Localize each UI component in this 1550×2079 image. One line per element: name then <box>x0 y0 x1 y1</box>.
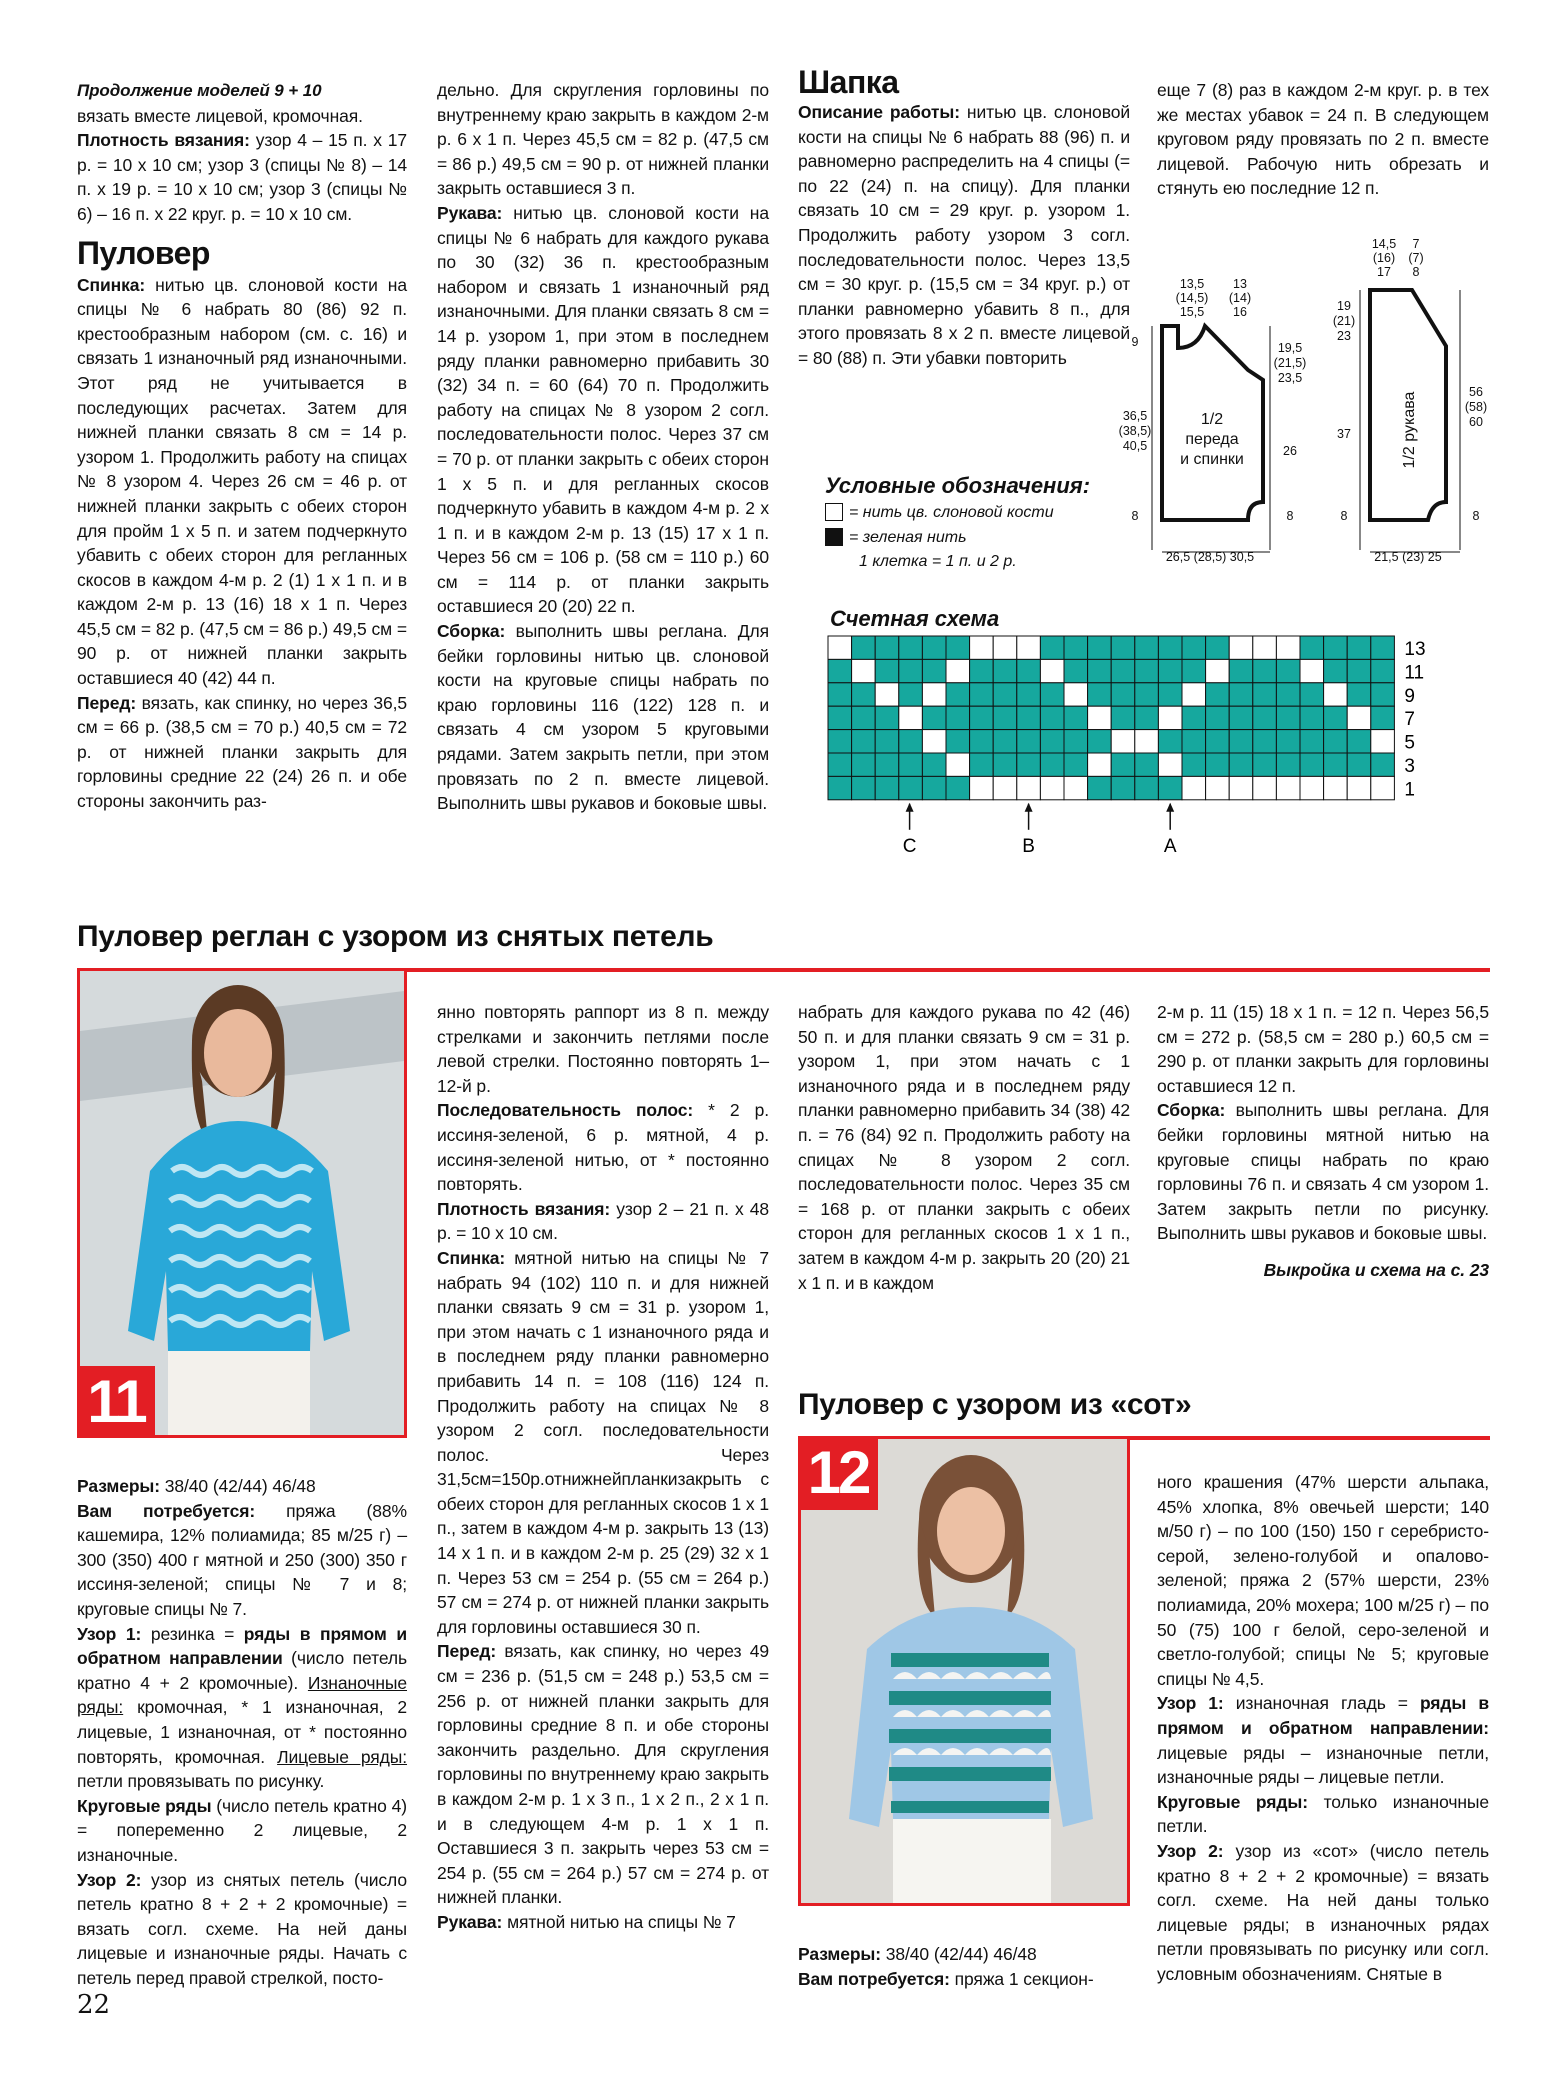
dim-sl-top1: 14,5 <box>1371 237 1397 251</box>
chart-cell <box>875 706 899 729</box>
chart-cell <box>1111 683 1135 706</box>
density-label: Плотность вязания: <box>77 130 250 151</box>
col2-p1: дельно. Для скругления горловины по внутреннему краю закрыть в каждом 2-м р. 6 х 1 п. Через 45,5 см = 82 р. (47,5 см = 86 р.) 49,5 см = 90 р. от нижней планки закрыть оставшиеся 3 п. <box>437 80 769 199</box>
dim-sl-top2: 7 <box>1412 237 1420 251</box>
chart-cell <box>852 730 876 753</box>
chart-cell <box>1371 706 1395 729</box>
chart-cell <box>1276 659 1300 682</box>
chart-cell <box>970 659 994 682</box>
chart-cell <box>922 776 946 799</box>
pattern-schematic <box>1110 230 1510 570</box>
chart-cell <box>1300 776 1324 799</box>
chart-cell <box>1017 659 1041 682</box>
chart-cell <box>1158 753 1182 776</box>
model12-number-badge: 12 <box>798 1436 878 1510</box>
m12-materials-cont: ного крашения (47% шерсти альпака, 45% хлопка, 8% овечьей шерсти; 140 м/50 г) – по 100 (150) 150 г серебристо-серой, зелено-голубой и опалово-зеленой; пряжа 2 (57% шерсти, 23% полиамида, 20% мохера; 100 м/25 г) – по 50 (75) 100 г белой, серо-зеленой и светло-голубой; спицы № 5; круговые спицы № 4,5. <box>1157 1472 1489 1689</box>
chart-cell <box>1371 636 1395 659</box>
chart-cell <box>1371 659 1395 682</box>
chart-cell <box>1064 706 1088 729</box>
chart-cell <box>1347 730 1371 753</box>
chart-cell <box>1371 776 1395 799</box>
chart-cell <box>946 706 970 729</box>
chart-cell <box>1135 753 1159 776</box>
sizes-label: Размеры: <box>77 1476 160 1496</box>
chart-cell <box>875 776 899 799</box>
row-label: 11 <box>1404 662 1425 684</box>
chart-cell <box>1017 753 1041 776</box>
chart-cell <box>1347 683 1371 706</box>
chart-cell <box>970 776 994 799</box>
chart-cell <box>946 636 970 659</box>
m11-front-label: Перед: <box>437 1641 497 1662</box>
hat-cont-text: еще 7 (8) раз в каждом 2-м круг. р. в тех же местах убавок = 24 п. В следующем круговом ряду провязать по 2 п. вместе лицевой. Рабочую нить обрезать и стянуть ею последние 12 п. <box>1157 80 1489 199</box>
dim-top2b: (14) <box>1228 291 1252 305</box>
chart-cell <box>899 730 923 753</box>
chart-cell <box>899 776 923 799</box>
chart-cell <box>1111 659 1135 682</box>
chart-cell <box>922 636 946 659</box>
chart-cell <box>1347 753 1371 776</box>
chart-cell <box>1324 706 1348 729</box>
chart-cell <box>993 730 1017 753</box>
sleeves-text: нитью цв. слоновой кости на спицы № 6 набрать для каждого рукава по 30 (32) 36 п. крестообразным набором и связать 1 изнаночный ряд изнаночными. Для планки связать 8 см = 14 р. узором 1, при этом в последнем ряду планки равномерно прибавить 30 (32) 34 п. = 60 (64) 70 п. Продолжить работу на спицах № 8 узором 2 согл. последовательности полос. Через 37 см = 70 р. от планки закрыть с обеих сторон 1 х 5 п. и для регланных скосов подчеркнуто убавить в каждом 4-м р. 2 х 1 п. и в каждом 2-м р. 13 (15) 17 х 1 п. Через 56 см = 106 р. (58 см = 110 р.) 60 см = 114 р. от планки закрыть оставшиеся 20 (20) 22 п. <box>437 202 770 617</box>
chart-cell <box>1088 659 1112 682</box>
chart-cell <box>1064 776 1088 799</box>
m11-sleeve-label: Рукава: <box>437 1911 503 1932</box>
chart-cell <box>1158 683 1182 706</box>
dim-sl-right1: 56 <box>1469 385 1483 399</box>
chart-cell <box>1088 636 1112 659</box>
chart-cell <box>1182 659 1206 682</box>
col1-top <box>77 78 407 814</box>
dim-sl-left1: 19 <box>1337 299 1351 313</box>
dim-left36: 36,5 <box>1122 409 1148 423</box>
chart-cell <box>1276 776 1300 799</box>
chart-cell <box>899 659 923 682</box>
back-label: Спинка: <box>77 274 146 295</box>
chart-cell <box>1276 683 1300 706</box>
chart-cell <box>1158 776 1182 799</box>
front-text: вязать, как спинку, но через 36,5 см = 66 р. (38,5 см = 70 р.) 40,5 см = 72 р. от нижней планки закрыть для горловины средние 22 (24) 26 п. и обе стороны закончить раз- <box>77 692 407 812</box>
dim-top1b: (14,5) <box>1175 291 1209 305</box>
chart-cell <box>1253 706 1277 729</box>
chart-cell <box>1088 706 1112 729</box>
chart-cell <box>1111 753 1135 776</box>
model12-col1: Размеры: 38/40 (42/44) 46/48 Вам потребуется: пряжа 1 секцион- <box>798 1944 1094 1989</box>
dim-side8: 8 <box>1286 509 1294 523</box>
chart-cell <box>1088 776 1112 799</box>
m12-materials-label: Вам потребуется: <box>798 1968 950 1989</box>
chart-cell <box>828 706 852 729</box>
m11-assembly-label: Сборка: <box>1157 1100 1226 1121</box>
legend-item-ivory: = нить цв. слоновой кости <box>825 503 1115 522</box>
body-label-3: и спинки <box>1180 451 1244 468</box>
chart-cell <box>1276 706 1300 729</box>
chart-cell <box>1347 706 1371 729</box>
chart-cell <box>1300 706 1324 729</box>
chart-cell <box>1300 659 1324 682</box>
chart-cell <box>1017 730 1041 753</box>
chart-cell <box>1253 636 1277 659</box>
circular-rows-label: Круговые ряды <box>77 1795 212 1816</box>
chart-cell <box>1206 706 1230 729</box>
row-label: 3 <box>1404 756 1415 777</box>
dim-top2: 13 <box>1233 277 1247 291</box>
chart-cell <box>852 753 876 776</box>
chart-cell <box>875 683 899 706</box>
chart-cell <box>875 659 899 682</box>
chart-cell <box>1040 730 1064 753</box>
chart-cell <box>852 636 876 659</box>
assembly-text: выполнить швы реглана. Для бейки горловины нитью цв. слоновой кости на круговые спицы набрать по краю горловины 116 (122) 128 п. и связать 4 см узором 5 круговыми рядами. Затем закрыть петли, при этом провязать по 2 п. вместе лицевой. Выполнить швы рукавов и боковые швы. <box>437 621 769 814</box>
chart-cell <box>1158 636 1182 659</box>
dim-sl-top2c: 8 <box>1412 265 1420 279</box>
chart-cell <box>1064 636 1088 659</box>
pattern2-label: Узор 2: <box>77 1869 142 1890</box>
chart-cell <box>1324 730 1348 753</box>
dim-sl-top1c: 17 <box>1377 265 1391 279</box>
model12-title: Пуловер с узором из «сот» <box>798 1388 1192 1421</box>
chart-cell <box>899 683 923 706</box>
dim-sl-top2b: (7) <box>1408 251 1424 265</box>
chart-cell <box>1324 636 1348 659</box>
chart-cell <box>1229 776 1253 799</box>
dim-top1c: 15,5 <box>1179 305 1205 319</box>
chart-cell <box>1040 683 1064 706</box>
chart-cell <box>1040 753 1064 776</box>
chart-cell <box>1158 659 1182 682</box>
pattern-reference: Выкройка и схема на с. 23 <box>1263 1259 1489 1280</box>
chart-cell <box>993 706 1017 729</box>
hat-continued <box>1157 78 1489 201</box>
sleeve-label: 1/2 рукава <box>1401 391 1418 469</box>
chart-cell <box>1135 706 1159 729</box>
model11-title: Пуловер реглан с узором из снятых петель <box>77 920 714 953</box>
chart-cell <box>1229 683 1253 706</box>
chart-cell <box>1253 753 1277 776</box>
chart-cell <box>1371 753 1395 776</box>
legend-item-green: = зеленая нить <box>825 528 1115 547</box>
model11-col1: Размеры: 38/40 (42/44) 46/48 Вам потребуется: пряжа (88% кашемира, 12% полиамида; 85 м/25 г) – 300 (350) 400 г мятной и 250 (300) 350 г иссиня-зеленой; спицы № 7 и 8; круговые спицы № 7. Узор 1: резинка = ряды в прямом и обратном направлении (число петель кратно 4 + 2 кромочные). Изнаночные ряды: кромочная, * 1 изнаночная, 2 лицевые, 1 изнаночная, от * постоянно повторять, кромочная. Лицевые ряды: петли провязывать по рисунку. Круговые ряды (число петель кратно 4) = попеременно 2 лицевые, 2 изнаночные. Узор 2: узор из снятых петель (число петель кратно 8 + 2 + 2 кромочные) = вязать согл. схеме. На ней даны лицевые и изнаночные ряды. Начать с петель перед правой стрелкой, посто- <box>77 1476 408 1988</box>
chart-cell <box>993 683 1017 706</box>
chart-cell <box>1040 706 1064 729</box>
hat-column <box>798 64 1130 371</box>
chart-cell <box>828 753 852 776</box>
chart-cell <box>1064 683 1088 706</box>
dim-left36b: (38,5) <box>1118 424 1152 438</box>
white-square-icon <box>825 503 843 521</box>
chart-cell <box>1253 659 1277 682</box>
chart-cell <box>1229 636 1253 659</box>
arrow-label: B <box>1022 835 1035 857</box>
dim-top1: 13,5 <box>1179 277 1205 291</box>
chart-cell <box>970 730 994 753</box>
chart-cell <box>1229 659 1253 682</box>
chart-cell <box>946 730 970 753</box>
model11-col3 <box>798 1000 1130 1295</box>
hat-title: Шапка <box>798 64 899 100</box>
chart-cell <box>1324 683 1348 706</box>
chart-cell <box>970 706 994 729</box>
m12-sizes-value: 38/40 (42/44) 46/48 <box>885 1944 1037 1964</box>
sleeves-label: Рукава: <box>437 202 503 223</box>
row-label: 5 <box>1404 732 1415 754</box>
chart-cell <box>1017 636 1041 659</box>
chart-cell <box>946 659 970 682</box>
chart-cell <box>1253 776 1277 799</box>
dim-left36c: 40,5 <box>1122 439 1148 453</box>
m12-pattern2-label: Узор 2: <box>1157 1840 1224 1861</box>
dim-arm2: (21,5) <box>1273 356 1307 370</box>
chart-grid <box>828 634 1426 860</box>
chart-cell <box>1135 683 1159 706</box>
row-label: 13 <box>1404 639 1426 660</box>
m12-circular-label: Круговые ряды: <box>1157 1791 1308 1812</box>
row-label: 7 <box>1404 709 1415 731</box>
chart-title: Счетная схема <box>830 606 1000 631</box>
chart-cell <box>1324 753 1348 776</box>
dim-left9: 9 <box>1131 335 1139 349</box>
chart-cell <box>1253 683 1277 706</box>
back-text: нитью цв. слоновой кости на спицы № 6 набрать 80 (86) 92 п. крестообразным набором (см. с. 16) и связать 1 изнаночный ряд изнаночными. Этот ряд не учитывается в последующих расчетах. Затем для нижней планки связать 8 см = 14 р. узором 1. Продолжить работу на спицах № 8 узором 4. Через 26 см = 46 р. от нижней планки закрыть с обеих сторон для пройм 1 х 5 п. и затем подчеркнуто убавить с обеих сторон для регланных скосов в каждом 4-м р. 2 (1) 1 х 1 п. и в каждом 2-м р. 13 (16) 18 х 1 п. Через 45,5 см = 82 р. (47,5 см = 86 р.) 49,5 см = 90 р. от нижней планки закрыть оставшиеся 40 (42) 44 п. <box>77 274 407 689</box>
chart-cell <box>1111 776 1135 799</box>
sizes-value: 38/40 (42/44) 46/48 <box>164 1476 316 1496</box>
chart-cell <box>1182 753 1206 776</box>
chart-cell <box>1324 776 1348 799</box>
front-label: Перед: <box>77 692 137 713</box>
chart-cell <box>852 776 876 799</box>
pullover-title: Пуловер <box>77 234 210 271</box>
chart-cell <box>1017 706 1041 729</box>
chart-cell <box>1040 776 1064 799</box>
dim-sl-left2: (21) <box>1332 314 1356 328</box>
dim-bottom-sleeve: 21,5 (23) 25 <box>1374 550 1442 564</box>
dim-top2c: 16 <box>1233 305 1247 319</box>
chart-cell <box>970 753 994 776</box>
chart-cell <box>1347 636 1371 659</box>
model11-number-badge: 11 <box>77 1366 155 1438</box>
chart-cell <box>828 636 852 659</box>
chart-cell <box>1206 659 1230 682</box>
chart-cell <box>1371 730 1395 753</box>
chart-cell <box>1300 753 1324 776</box>
chart-cell <box>1064 730 1088 753</box>
chart-cell <box>922 730 946 753</box>
model11-col4: 2-м р. 11 (15) 18 х 1 п. = 12 п. Через 56,5 см = 272 р. (58,5 см = 280 р.) 60,5 см = 290 р. от планки закрыть для горловины оставшиеся 12 п. Сборка: выполнить швы реглана. Для бейки горловины мятной нитью на круговые спицы набрать по краю горловины 76 п. и связать 4 см узором 1. Затем закрыть петли по рисунку. Выполнить швы рукавов и боковые швы. Выкройка и схема на с. 23 <box>1157 1002 1489 1280</box>
chart-cell <box>993 659 1017 682</box>
density-text: узор 4 – 15 п. х 17 р. = 10 х 10 см; узор 3 (спицы № 8) – 14 п. х 19 р. = 10 х 10 см; узор 3 (спицы № 6) – 16 п. х 22 круг. р. = 10 х 10 см. <box>77 130 408 224</box>
chart-cell <box>1206 683 1230 706</box>
chart-cell <box>852 683 876 706</box>
chart-cell <box>1182 636 1206 659</box>
chart-cell <box>1111 636 1135 659</box>
row-label: 1 <box>1404 779 1415 801</box>
m11-back-label: Спинка: <box>437 1247 506 1268</box>
chart-cell <box>1135 659 1159 682</box>
chart-cell <box>828 730 852 753</box>
chart-cell <box>1135 636 1159 659</box>
dim-sl-left3: 23 <box>1337 329 1351 343</box>
continuation-header: Продолжение моделей 9 + 10 <box>77 81 322 100</box>
chart-cell <box>1300 636 1324 659</box>
chart-cell <box>1135 730 1159 753</box>
chart-cell <box>993 776 1017 799</box>
chart-cell <box>1206 730 1230 753</box>
chart-cell <box>1182 730 1206 753</box>
chart-cell <box>1088 753 1112 776</box>
chart-cell <box>1017 683 1041 706</box>
body-label-1: 1/2 <box>1200 411 1224 428</box>
chart-cell <box>1017 776 1041 799</box>
chart-cell <box>1064 659 1088 682</box>
model11-c3-text: набрать для каждого рукава по 42 (46) 50 п. и для планки связать 9 см = 31 р. узором 1, при этом начать с 1 изнаночного ряда и в последнем ряду планки равномерно прибавить 34 (38) 42 п. = 76 (84) 92 п. Продолжить работу на спицах № 8 узором 2 согл. последовательности полос. Через 35 см = 168 р. от планки закрыть с обеих сторон для регланных скосов 1 х 1 п., затем в каждом 4-м р. закрыть 20 (20) 21 х 1 п. и в каждом <box>798 1002 1130 1293</box>
chart-cell <box>970 683 994 706</box>
chart-cell <box>828 683 852 706</box>
pattern1-label: Узор 1: <box>77 1623 142 1644</box>
page-number: 22 <box>77 1990 111 2020</box>
chart-cell <box>875 753 899 776</box>
chart-cell <box>1182 706 1206 729</box>
assembly-label: Сборка: <box>437 621 506 642</box>
dim-side26: 26 <box>1283 444 1297 458</box>
chart-cell <box>1111 706 1135 729</box>
dim-sl-top1b: (16) <box>1372 251 1396 265</box>
chart-cell <box>1347 659 1371 682</box>
chart-cell <box>1088 730 1112 753</box>
chart-cell <box>828 776 852 799</box>
chart-cell <box>875 730 899 753</box>
materials-label: Вам потребуется: <box>77 1500 256 1521</box>
chart-cell <box>875 636 899 659</box>
col2-top <box>437 78 769 816</box>
dim-sl-37: 37 <box>1337 427 1351 441</box>
dim-arm3: 23,5 <box>1277 371 1303 385</box>
m12-pattern1-label: Узор 1: <box>1157 1693 1224 1714</box>
arrow-head-icon <box>1025 803 1033 812</box>
chart-cell <box>922 706 946 729</box>
body-label-2: переда <box>1185 431 1239 448</box>
m12-sizes-label: Размеры: <box>798 1944 881 1964</box>
chart-cell <box>1300 730 1324 753</box>
chart-cell <box>922 753 946 776</box>
chart-cell <box>970 636 994 659</box>
arrow-label: C <box>902 835 917 857</box>
chart-cell <box>946 776 970 799</box>
chart-cell <box>1182 776 1206 799</box>
chart-cell <box>852 659 876 682</box>
legend <box>825 473 1115 571</box>
dim-sl-right8: 8 <box>1472 509 1480 523</box>
chart-cell <box>899 706 923 729</box>
chart-cell <box>1064 753 1088 776</box>
chart-cell <box>1135 776 1159 799</box>
chart-cell <box>946 683 970 706</box>
chart-cell <box>1040 636 1064 659</box>
dim-sl-right2: (58) <box>1464 400 1488 414</box>
chart-cell <box>1111 730 1135 753</box>
chart-cell <box>1276 636 1300 659</box>
chart-cell <box>899 636 923 659</box>
chart-cell <box>1229 753 1253 776</box>
arrow-head-icon <box>1166 803 1174 812</box>
chart-cell <box>993 636 1017 659</box>
hat-desc-text: нитью цв. слоновой кости на спицы № 6 набрать 88 (96) п. и равномерно распределить на 4 спицы (= по 22 (24) п. на спицу). Для планки связать 10 см = 29 круг. р. узором 1. Продолжить работу узором 3 согл. последовательности полос. Через 13,5 см = 30 круг. р. (15,5 см = 34 круг. р.) от планки равномерно убавить 8 п., для этого провязать 8 х 2 п. вместе лицевой = 80 (88) п. Эти убавки повторить <box>798 102 1130 368</box>
dim-left8: 8 <box>1131 509 1139 523</box>
chart-cell <box>946 753 970 776</box>
chart-cell <box>1300 683 1324 706</box>
continuation-line: вязать вместе лицевой, кромочная. <box>77 105 363 126</box>
stripe-seq-label: Последовательность полос: <box>437 1100 694 1121</box>
arrow-label: A <box>1163 835 1177 857</box>
black-square-icon <box>825 528 843 546</box>
hat-desc-label: Описание работы: <box>798 102 960 122</box>
legend-item-scale: 1 клетка = 1 п. и 2 р. <box>859 553 1017 570</box>
chart-cell <box>1253 730 1277 753</box>
chart-cell <box>1088 683 1112 706</box>
chart-cell <box>1229 706 1253 729</box>
chart-cell <box>1158 706 1182 729</box>
chart-cell <box>1347 776 1371 799</box>
chart-cell <box>828 659 852 682</box>
row-label: 9 <box>1404 685 1415 707</box>
chart-cell <box>922 683 946 706</box>
chart-cell <box>1324 659 1348 682</box>
m11-density-label: Плотность вязания: <box>437 1198 611 1219</box>
chart-cell <box>1206 753 1230 776</box>
legend-title: Условные обозначения: <box>825 473 1091 498</box>
chart-cell <box>993 753 1017 776</box>
chart-cell <box>852 706 876 729</box>
dim-arm1: 19,5 <box>1277 341 1303 355</box>
chart-cell <box>1040 659 1064 682</box>
arrow-head-icon <box>906 803 914 812</box>
chart-cell <box>1371 683 1395 706</box>
chart-cell <box>899 753 923 776</box>
model11-c4-text: 2-м р. 11 (15) 18 х 1 п. = 12 п. Через 56,5 см = 272 р. (58,5 см = 280 р.) 60,5 см = 290 р. от планки закрыть для горловины оставшиеся 12 п. <box>1157 1002 1489 1096</box>
chart-cell <box>922 659 946 682</box>
materials-text: пряжа (88% кашемира, 12% полиамида; 85 м/25 г) – 300 (350) 400 г мятной и 250 (300) 350 г иссиня-зеленой; спицы № 7 и 8; круговые спицы № 7. <box>77 1500 408 1619</box>
chart-cell <box>1206 776 1230 799</box>
chart-cell <box>1182 683 1206 706</box>
chart-cell <box>1276 753 1300 776</box>
chart-cell <box>1158 730 1182 753</box>
model11-col2: янно повторять раппорт из 8 п. между стрелками и закончить петлями после левой стрелки. Постоянно повторять 1–12-й р. Последовательность полос: * 2 р. иссиня-зеленой, 6 р. мятной, 4 р. иссиня-зеленой нитью, от * постоянно повторять. Плотность вязания: узор 2 – 21 п. х 48 р. = 10 х 10 см. Спинка: мятной нитью на спицы № 7 набрать 94 (102) 110 п. и для нижней планки связать 9 см = 31 р. узором 1, при этом начать с 1 изнаночного ряда и в последнем ряду планки равномерно прибавить 14 п. = 108 (116) 124 п. Продолжить работу на спицах № 8 узором 2 согл. последовательности полос. Через 31,5см=150р.отнижнейпланкизакрыть с обеих сторон для регланных скосов 1 х 1 п., затем в каждом 4-м р. закрыть 13 (13) 14 х 1 п. и в каждом 2-м р. 25 (29) 32 х 1 п. Через 53 см = 254 р. (55 см = 264 р.) 57 см = 274 р. от нижней планки закрыть для горловины оставшиеся 30 п. Перед: вязать, как спинку, но через 49 см = 236 р. (51,5 см = 248 р.) 53,5 см = 256 р. от нижней планки закрыть для горловины средние 8 п. и обе стороны закончить раздельно. Для скругления горловины по внутреннему краю закрыть в каждом 2-м р. 1 х 3 п., 1 х 2 п., 2 х 1 п. и в следующем 4-м р. 1 х 1 п. Оставшиеся 3 п. закрыть через 53 см = 254 р. (55 см = 264 р.) 57 см = 274 р. от нижней планки. Рукава: мятной нитью на спицы № 7 <box>437 1002 770 1932</box>
chart-cell <box>1276 730 1300 753</box>
chart-cell <box>1229 730 1253 753</box>
dim-sl-right3: 60 <box>1469 415 1483 429</box>
dim-bottom-body: 26,5 (28,5) 30,5 <box>1165 550 1255 564</box>
chart-cell <box>1206 636 1230 659</box>
dim-sl-8: 8 <box>1340 509 1348 523</box>
model11-c2-p1: янно повторять раппорт из 8 п. между стрелками и закончить петлями после левой стрелки. Постоянно повторять 1–12-й р. <box>437 1002 769 1096</box>
model12-col2: ного крашения (47% шерсти альпака, 45% хлопка, 8% овечьей шерсти; 140 м/50 г) – по 100 (150) 150 г серебристо-серой, зелено-голубой и опалово-зеленой; пряжа 2 (57% шерсти, 23% полиамида, 20% мохера; 100 м/25 г) – по 50 (75) 100 г белой, серо-зеленой и светло-голубой; спицы № 5; круговые спицы № 4,5. Узор 1: изнаночная гладь = ряды в прямом и обратном направлении: лицевые ряды – изнаночные петли, изнаночные ряды – лицевые петли. Круговые ряды: только изнаночные петли. Узор 2: узор из «сот» (число петель кратно 8 + 2 + 2 кромочные) = вязать согл. схеме. На ней даны только лицевые ряды; в изнаночных рядах петли провязывать по рисунку или согл. условным обозначениям. Снятые в <box>1157 1472 1490 1984</box>
